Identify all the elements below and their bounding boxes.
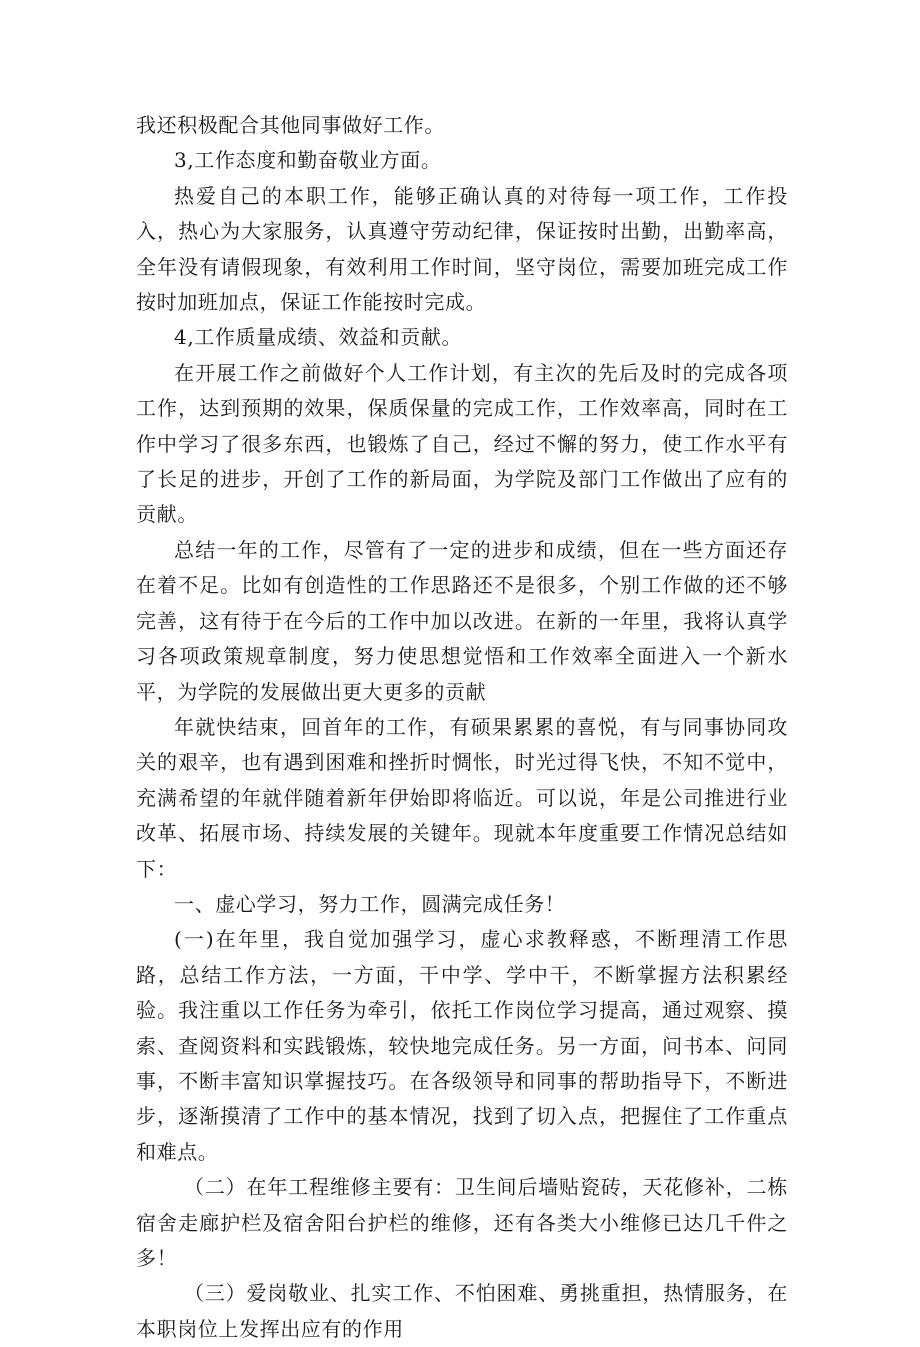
paragraph-year-review: 年就快结束，回首年的工作，有硕果累累的喜悦，有与同事协同攻关的艰辛，也有遇到困难和挫折时惆怅，时光过得飞快，不知不觉中，充满希望的年就伴随着新年伊始即将临近。可以说，年是公司推进行业改革、拓展市场、持续发展的关键年。现就本年度重要工作情况总结如下： <box>136 714 788 881</box>
paragraph-quality: 在开展工作之前做好个人工作计划，有主次的先后及时的完成各项工作，达到预期的效果，保质保量的完成工作，工作效率高，同时在工作中学习了很多东西，也锻炼了自己，经过不懈的努力，使工作水平有了长足的进步，开创了工作的新局面，为学院及部门工作做出了应有的贡献。 <box>136 360 788 527</box>
paragraph-attitude: 热爱自己的本职工作，能够正确认真的对待每一项工作，工作投入，热心为大家服务，认真遵守劳动纪律，保证按时出勤，出勤率高，全年没有请假现象，有效利用工作时间，坚守岗位，需要加班完成工作按时加班加点，保证工作能按时完成。 <box>136 183 788 315</box>
paragraph-summary: 总结一年的工作，尽管有了一定的进步和成绩，但在一些方面还存在着不足。比如有创造性的工作思路还不是很多，个别工作做的还不够完善，这有待于在今后的工作中加以改进。在新的一年里，我将认真学习各项政策规章制度，努力使思想觉悟和工作效率全面进入一个新水平，为学院的发展做出更大更多的贡献 <box>136 537 788 704</box>
section-heading-one: 一、虚心学习，努力工作，圆满完成任务！ <box>174 891 566 916</box>
document-body <box>136 108 788 1347</box>
paragraph-study: (一)在年里，我自觉加强学习，虚心求教释惑，不断理清工作思路，总结工作方法，一方面，干中学、学中干，不断掌握方法积累经验。我注重以工作任务为牵引，依托工作岗位学习提高，通过观察、摸索、查阅资料和实践锻炼，较快地完成任务。另一方面，问书本、问同事，不断丰富知识掌握技巧。在各级领导和同事的帮助指导下，不断进步，逐渐摸清了工作中的基本情况，找到了切入点，把握住了工作重点和难点。 <box>136 927 788 1164</box>
section-heading-3: 3,工作态度和勤奋敬业方面。 <box>174 148 442 173</box>
section-heading-4: 4,工作质量成绩、效益和贡献。 <box>174 325 463 350</box>
paragraph-dedication: （三）爱岗敬业、扎实工作、不怕困难、勇挑重担，热情服务，在本职岗位上发挥出应有的作用 <box>136 1281 788 1341</box>
paragraph-maintenance: （二）在年工程维修主要有：卫生间后墙贴瓷砖，天花修补，二栋宿舍走廊护栏及宿舍阳台护栏的维修，还有各类大小维修已达几千件之多！ <box>136 1175 788 1270</box>
paragraph-1: 我还积极配合其他同事做好工作。 <box>136 113 445 137</box>
